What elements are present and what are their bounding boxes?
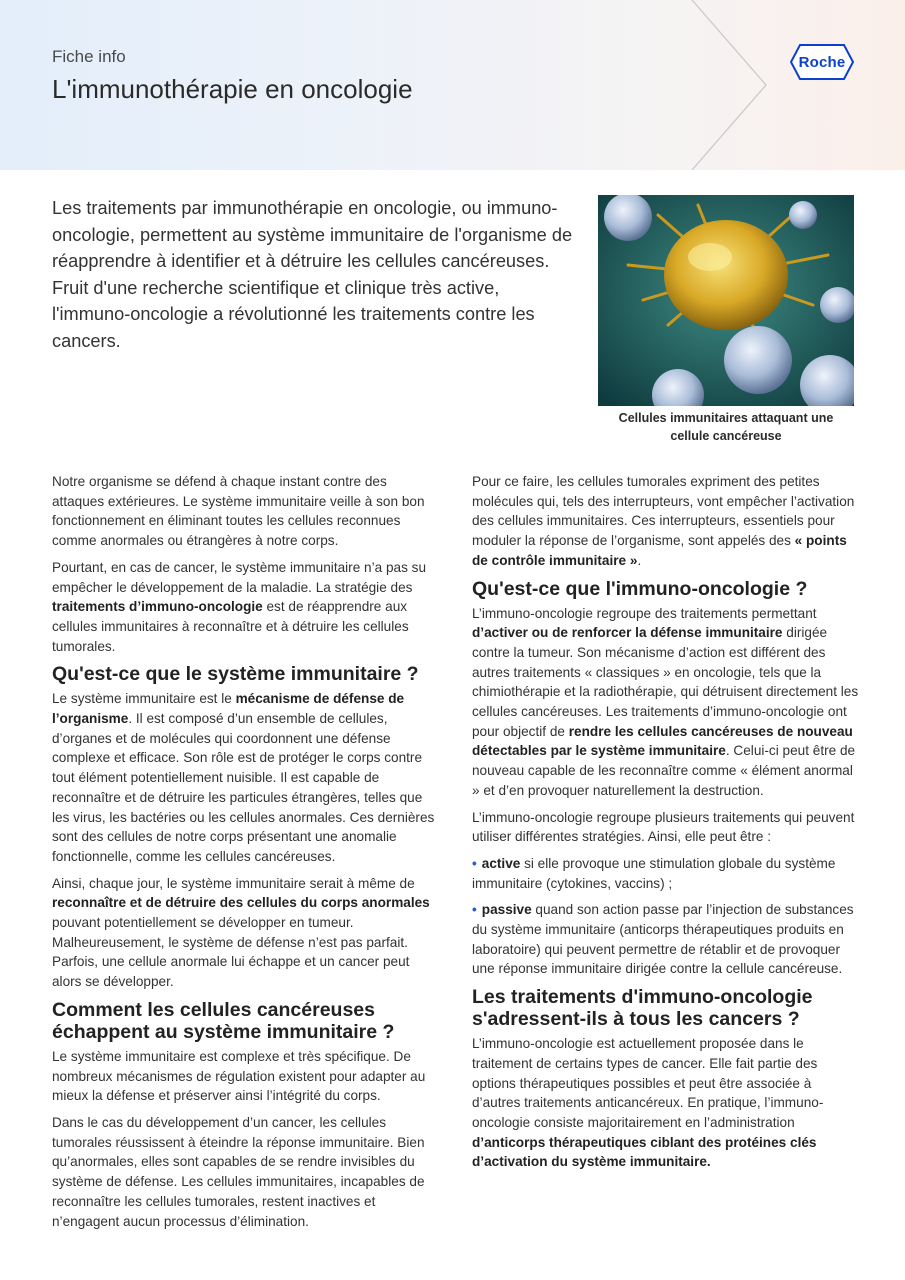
header-banner — [0, 0, 905, 170]
roche-logo-text: Roche — [798, 53, 846, 71]
paragraph: Le système immunitaire est complexe et très spécifique. De nombreux mécanismes de régulation existent pour adapter au mieux la défense et préserver ainsi l’intégrité du corps. — [52, 1048, 426, 1104]
section-heading-immune-system: Qu'est-ce que le système immunitaire ? — [52, 663, 419, 686]
intro-paragraph: Les traitements par immunothérapie en oncologie, ou immuno-oncologie, permettent au système immunitaire de l'organisme de réapprendre à identifier et à détruire les cellules cancéreuses. Fruit d'une recherche scientifique et clinique très active, l'immuno-oncologie a révolutionné les traitements contre les cancers. — [52, 198, 573, 351]
section-heading-immuno-oncology: Qu'est-ce que l'immuno-oncologie ? — [472, 577, 808, 600]
page-title: L'immunothérapie en oncologie — [52, 74, 413, 104]
right-column — [472, 472, 862, 1179]
paragraph: Pour ce faire, les cellules tumorales expriment des petites molécules qui, tels des interrupteurs, vont empêcher l’activation des cellules immunitaires. Ces interrupteurs, essentiels pour moduler la réponse de l’organisme, sont appelés des « points de contrôle immunitaire ». — [472, 474, 855, 568]
list-item-passive: • passive quand son action passe par l’injection de substances du système immunitaire (anticorps thérapeutiques produits en laboratoire) qui peuvent permettre de rétablir et de provoquer une réponse immunitaire dirigée contre la cellule cancéreuse. — [472, 902, 854, 977]
paragraph: L’immuno-oncologie est actuellement proposée dans le traitement de certains types de cancer. Elle fait partie des options thérapeutiques possibles et peut être associée à d’autres traitements anticancéreux. En pratique, l’immuno-oncologie consiste majoritairement en l’administration d’anticorps thérapeutiques ciblant des protéines clés d’activation du système immunitaire. — [472, 1036, 824, 1170]
paragraph: L’immuno-oncologie regroupe des traitements permettant d’activer ou de renforcer la défense immunitaire dirigée contre la tumeur. Son mécanisme d’action est différent des autres traitements « classiques » en oncologie, tels que la chimiothérapie et la radiothérapie, qui détruisent directement les cellules cancéreuses. Les traitements d’immuno-oncologie ont pour objectif de rendre les cellules cancéreuses de nouveau détectables par le système immunitaire. Celui-ci peut être de nouveau capable de les reconnaître comme « élément anormal » et d’en provoquer naturellement la destruction. — [472, 605, 859, 798]
section-heading-escape: Comment les cellules cancéreuses échappent au système immunitaire ? — [52, 998, 395, 1043]
immune-cells-photo — [598, 195, 854, 406]
list-item-active: • active si elle provoque une stimulation globale du système immunitaire (cytokines, vaccins) ; — [472, 855, 836, 891]
paragraph: Notre organisme se défend à chaque instant contre des attaques extérieures. Le système immunitaire veille à son bon fonctionnement en éliminant toutes les cellules reconnues comme anormales ou étrangères à notre corps. — [52, 474, 425, 549]
bullet-icon: • — [472, 855, 477, 871]
section-heading-all-cancers: Les traitements d'immuno-oncologie s'adressent-ils à tous les cancers ? — [472, 986, 813, 1031]
paragraph: Dans le cas du développement d’un cancer, les cellules tumorales réussissent à éteindre la réponse immunitaire. Bien qu’anormales, elles sont capables de se rendre invisibles du système de défense. Les cellules immunitaires, incapables de reconnaître les cellules tumorales, restent inactives et n’engagent aucun processus d’élimination. — [52, 1114, 425, 1229]
left-column — [52, 472, 440, 1238]
photo-caption: Cellules immunitaires attaquant une cellule cancéreuse — [618, 411, 834, 443]
paragraph: Pourtant, en cas de cancer, le système immunitaire n’a pas su empêcher le développement de la maladie. La stratégie des traitements d’immuno-oncologie est de réapprendre aux cellules immunitaires à reconnaître et à détruire les cellules tumorales. — [52, 559, 427, 654]
paragraph: Le système immunitaire est le mécanisme de défense de l’organisme. Il est composé d’un ensemble de cellules, d’organes et de molécules qui coordonnent une défense complexe et efficace. Son rôle est de protéger le corps contre tout élément potentiellement nuisible. Il est capable de reconnaître et de détruire les particules étrangères, telles que les virus, les bactéries ou les cellules anormales. Ces dernières sont des cellules de notre corps présentant une anomalie fonctionnelle, comme les cellules cancéreuses. — [52, 691, 435, 864]
bullet-icon: • — [472, 902, 477, 918]
document-kicker: Fiche info — [52, 47, 126, 66]
paragraph: Ainsi, chaque jour, le système immunitaire serait à même de reconnaître et de détruire des cellules du corps anormales pouvant potentiellement se développer en tumeur. Malheureusement, le système de défense n’est pas parfait. Parfois, une cellule anormale lui échappe et un cancer peut alors se développer. — [52, 875, 430, 990]
paragraph: L’immuno-oncologie regroupe plusieurs traitements qui peuvent utiliser différentes stratégies. Ainsi, elle peut être : — [472, 809, 855, 845]
